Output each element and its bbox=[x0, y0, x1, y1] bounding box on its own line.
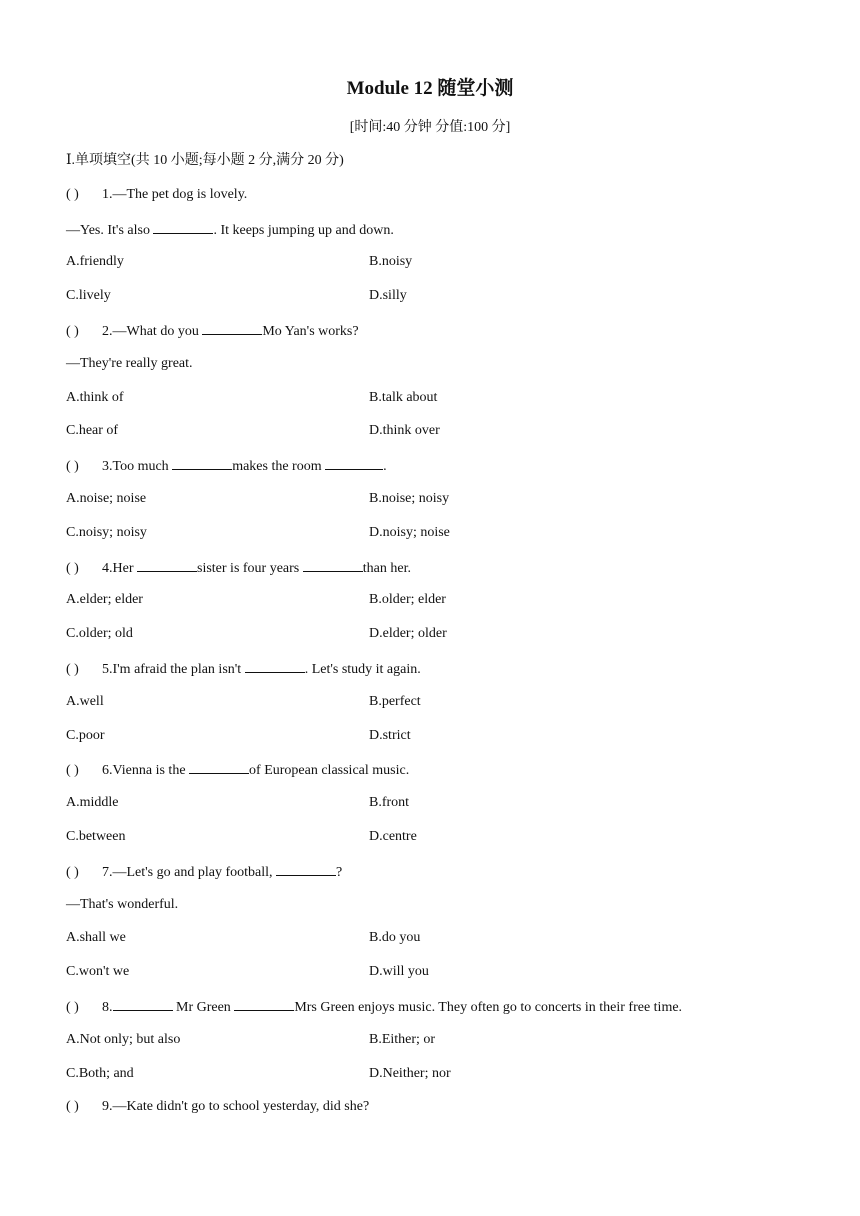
option-a[interactable]: A.well bbox=[66, 693, 104, 709]
fill-blank[interactable] bbox=[189, 759, 249, 774]
reply-text: —Yes. It's also bbox=[66, 222, 154, 238]
question-text: I'm afraid the plan isn't bbox=[112, 661, 245, 677]
fill-blank[interactable] bbox=[276, 861, 336, 876]
question-8-options-ab bbox=[66, 1030, 826, 1064]
option-d[interactable]: D.noisy; noise bbox=[369, 524, 450, 540]
question-4-options-cd bbox=[66, 624, 826, 658]
answer-paren[interactable]: ( ) bbox=[66, 186, 79, 202]
question-1-stem bbox=[66, 185, 826, 219]
question-7-options-ab bbox=[66, 928, 826, 962]
option-a[interactable]: A.shall we bbox=[66, 930, 126, 946]
question-4-options-ab bbox=[66, 590, 826, 624]
fill-blank[interactable] bbox=[245, 658, 305, 673]
question-7-reply: —That's wonderful. bbox=[66, 896, 179, 912]
question-text: . Let's study it again. bbox=[304, 661, 421, 677]
option-b[interactable]: B.front bbox=[369, 795, 410, 811]
question-text: Vienna is the bbox=[112, 763, 190, 779]
question-6-options-cd bbox=[66, 827, 826, 861]
option-b[interactable]: B.noise; noisy bbox=[369, 490, 450, 506]
option-d[interactable]: D.silly bbox=[369, 288, 407, 304]
question-text: than her. bbox=[362, 560, 411, 576]
question-text: Too much bbox=[112, 459, 173, 475]
question-number: 1. bbox=[102, 186, 113, 202]
question-9-stem bbox=[66, 1097, 826, 1131]
question-text: ? bbox=[336, 864, 343, 880]
answer-paren[interactable]: ( ) bbox=[66, 999, 79, 1015]
question-7-stem bbox=[66, 861, 826, 895]
question-text: —Kate didn't go to school yesterday, did she? bbox=[112, 1099, 370, 1115]
question-4-stem bbox=[66, 557, 826, 591]
fill-blank[interactable] bbox=[137, 557, 197, 572]
question-text: makes the room bbox=[232, 459, 326, 475]
question-5-stem bbox=[66, 658, 826, 692]
fill-blank[interactable] bbox=[303, 557, 363, 572]
section-heading: Ⅰ.单项填空(共 10 小题;每小题 2 分,满分 20 分) bbox=[66, 153, 344, 168]
question-number: 7. bbox=[102, 864, 113, 880]
option-c[interactable]: C.Both; and bbox=[66, 1065, 134, 1081]
question-number: 9. bbox=[102, 1099, 113, 1115]
question-5-options-ab bbox=[66, 692, 826, 726]
option-b[interactable]: B.do you bbox=[369, 930, 421, 946]
option-c[interactable]: C.hear of bbox=[66, 423, 119, 439]
question-text: Mrs Green enjoys music. They often go to concerts in their free time. bbox=[294, 999, 683, 1015]
question-list bbox=[66, 151, 826, 1131]
time-score-info: [时间:40 分钟 分值:100 分] bbox=[349, 120, 511, 135]
fill-blank[interactable] bbox=[172, 455, 232, 470]
option-d[interactable]: D.will you bbox=[369, 964, 429, 980]
answer-paren[interactable]: ( ) bbox=[66, 661, 79, 677]
option-a[interactable]: A.Not only; but also bbox=[66, 1031, 181, 1047]
question-2-options-cd bbox=[66, 421, 826, 455]
option-b[interactable]: B.perfect bbox=[369, 693, 421, 709]
option-c[interactable]: C.between bbox=[66, 828, 126, 844]
question-number: 8. bbox=[102, 999, 113, 1015]
option-c[interactable]: C.poor bbox=[66, 727, 105, 743]
question-1-reply bbox=[66, 219, 826, 253]
question-number: 4. bbox=[102, 560, 113, 576]
question-text: —Let's go and play football, bbox=[112, 864, 276, 880]
question-number: 6. bbox=[102, 763, 113, 779]
option-c[interactable]: C.noisy; noisy bbox=[66, 524, 147, 540]
question-text: sister is four years bbox=[197, 560, 303, 576]
question-6-options-ab bbox=[66, 793, 826, 827]
question-text: Mr Green bbox=[172, 999, 235, 1015]
fill-blank[interactable] bbox=[325, 455, 383, 470]
question-number: 2. bbox=[102, 323, 113, 339]
option-c[interactable]: C.won't we bbox=[66, 964, 130, 980]
option-a[interactable]: A.elder; elder bbox=[66, 592, 143, 608]
option-a[interactable]: A.middle bbox=[66, 795, 119, 811]
answer-paren[interactable]: ( ) bbox=[66, 459, 79, 475]
question-number: 3. bbox=[102, 459, 113, 475]
option-b[interactable]: B.Either; or bbox=[369, 1031, 436, 1047]
question-7-options-cd bbox=[66, 962, 826, 996]
question-2-reply: —They're really great. bbox=[66, 355, 193, 371]
option-d[interactable]: D.centre bbox=[369, 828, 417, 844]
question-3-stem bbox=[66, 455, 826, 489]
question-number: 5. bbox=[102, 661, 113, 677]
question-text: Mo Yan's works? bbox=[262, 323, 359, 339]
question-2-stem bbox=[66, 320, 826, 354]
answer-paren[interactable]: ( ) bbox=[66, 763, 79, 779]
answer-paren[interactable]: ( ) bbox=[66, 560, 79, 576]
question-text: . bbox=[383, 459, 387, 475]
question-1-options-ab bbox=[66, 252, 826, 286]
question-3-options-cd bbox=[66, 523, 826, 557]
question-8-options-cd bbox=[66, 1064, 826, 1098]
fill-blank[interactable] bbox=[234, 996, 294, 1011]
option-b[interactable]: B.older; elder bbox=[369, 592, 446, 608]
answer-paren[interactable]: ( ) bbox=[66, 864, 79, 880]
option-b[interactable]: B.talk about bbox=[369, 389, 438, 405]
option-c[interactable]: C.lively bbox=[66, 288, 111, 304]
fill-blank[interactable] bbox=[113, 996, 173, 1011]
option-b[interactable]: B.noisy bbox=[369, 254, 413, 270]
option-a[interactable]: A.friendly bbox=[66, 254, 124, 270]
reply-text: . It keeps jumping up and down. bbox=[213, 222, 394, 238]
fill-blank[interactable] bbox=[153, 219, 213, 234]
option-c[interactable]: C.older; old bbox=[66, 626, 133, 642]
option-a[interactable]: A.noise; noise bbox=[66, 490, 147, 506]
question-text: —What do you bbox=[112, 323, 203, 339]
question-text: of European classical music. bbox=[249, 763, 410, 779]
answer-paren[interactable]: ( ) bbox=[66, 1099, 79, 1115]
option-d[interactable]: D.Neither; nor bbox=[369, 1065, 451, 1081]
option-a[interactable]: A.think of bbox=[66, 389, 124, 405]
page-title: Module 12 随堂小测 bbox=[346, 78, 514, 99]
fill-blank[interactable] bbox=[202, 320, 262, 335]
option-d[interactable]: D.think over bbox=[369, 423, 440, 439]
question-6-stem bbox=[66, 759, 826, 793]
option-d[interactable]: D.strict bbox=[369, 727, 411, 743]
question-text: —The pet dog is lovely. bbox=[112, 186, 248, 202]
answer-paren[interactable]: ( ) bbox=[66, 323, 79, 339]
question-1-options-cd bbox=[66, 286, 826, 320]
question-5-options-cd bbox=[66, 726, 826, 760]
question-2-options-ab bbox=[66, 388, 826, 422]
option-d[interactable]: D.elder; older bbox=[369, 626, 447, 642]
question-3-options-ab bbox=[66, 489, 826, 523]
question-text: Her bbox=[112, 560, 137, 576]
question-8-stem bbox=[66, 996, 826, 1030]
